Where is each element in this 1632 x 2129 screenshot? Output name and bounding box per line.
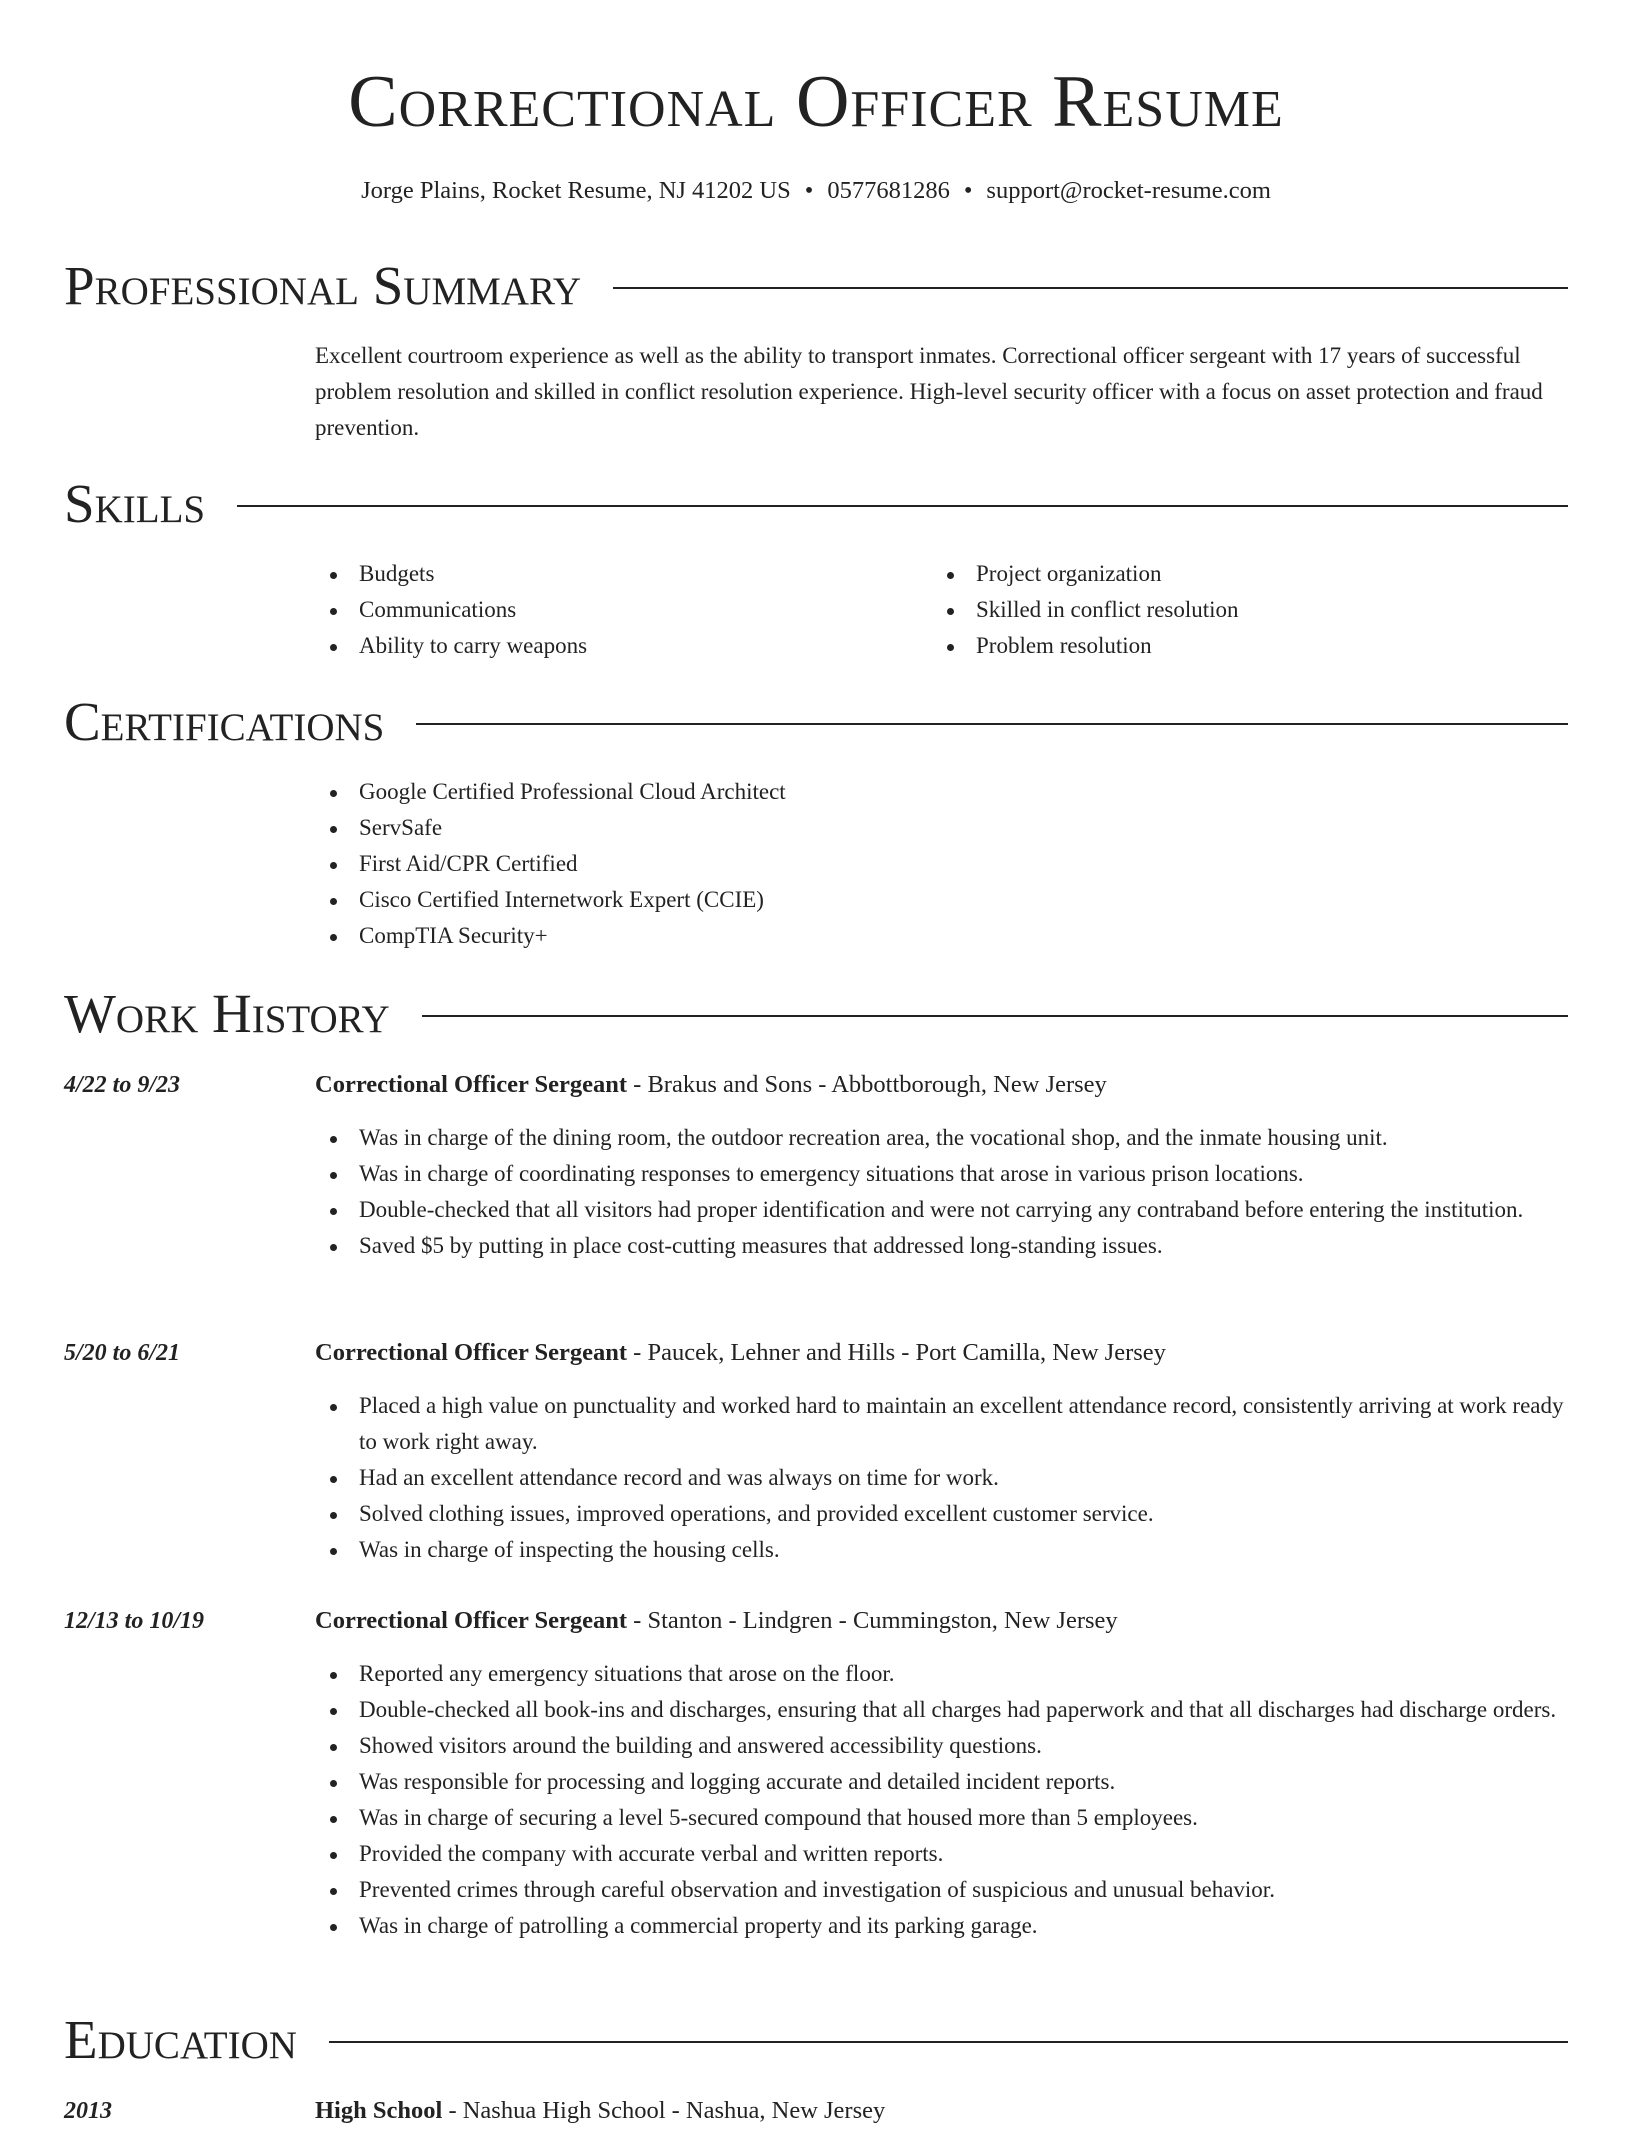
job-duty-item: Was in charge of inspecting the housing cells. [315, 1532, 1570, 1568]
job-title: Correctional Officer Sergeant [315, 1339, 628, 1366]
summary-text: Excellent courtroom experience as well as the ability to transport inmates. Correctional officer sergeant with 17 years of successful problem resolution and skilled in conflict resolution experience. High-level security officer with a focus on asset protection and fraud prevention. [315, 343, 1543, 440]
skill-item: Ability to carry weapons [315, 628, 915, 664]
job-duties-list [315, 1388, 1570, 1568]
section-title-work-history: Work History [64, 983, 390, 1044]
job-duty-item: Placed a high value on punctuality and worked hard to maintain an excellent attendance record, consistently arriving at work ready to work right away. [315, 1388, 1570, 1460]
contact-line [0, 174, 1632, 208]
job-title: Correctional Officer Sergeant [315, 1607, 628, 1634]
job-duties-list [315, 1120, 1570, 1264]
skill-item: Communications [315, 592, 915, 628]
job-duty-item: Double-checked all book-ins and discharges, ensuring that all charges had paperwork and that all discharges had discharge orders. [315, 1692, 1570, 1728]
section-title-skills: Skills [64, 473, 206, 534]
section-header-summary [64, 254, 1568, 318]
section-header-education [64, 2008, 1568, 2072]
job-header [315, 1335, 1575, 1371]
section-divider [416, 723, 1568, 725]
job-dates: 5/20 to 6/21 [64, 1340, 181, 1366]
job-duty-item: Double-checked that all visitors had proper identification and were not carrying any contraband before entering the institution. [315, 1192, 1570, 1228]
job-duty-item: Was in charge of coordinating responses to emergency situations that arose in various prison locations. [315, 1156, 1570, 1192]
job-duty-item: Solved clothing issues, improved operations, and provided excellent customer service. [315, 1496, 1570, 1532]
job-employer: - Stanton - Lindgren - Cummingston, New Jersey [627, 1607, 1118, 1634]
certifications-list [315, 774, 1570, 954]
certification-item: ServSafe [315, 810, 1570, 846]
job-dates: 4/22 to 9/23 [64, 1072, 181, 1098]
job-employer: - Paucek, Lehner and Hills - Port Camilla, New Jersey [627, 1339, 1166, 1366]
job-duty-item: Showed visitors around the building and answered accessibility questions. [315, 1728, 1570, 1764]
section-header-certifications [64, 690, 1568, 754]
section-title-summary: Professional Summary [64, 255, 582, 316]
section-header-work-history [64, 982, 1568, 1046]
section-divider [329, 2041, 1568, 2043]
job-duty-item: Provided the company with accurate verbal and written reports. [315, 1836, 1570, 1872]
contact-email: support@rocket-resume.com [986, 177, 1271, 204]
job-employer: - Brakus and Sons - Abbottborough, New Jersey [627, 1071, 1107, 1098]
contact-separator: • [963, 177, 973, 204]
job-duty-item: Was in charge of patrolling a commercial property and its parking garage. [315, 1908, 1570, 1944]
section-divider [613, 287, 1568, 289]
job-duties-list [315, 1656, 1570, 1944]
skill-item: Skilled in conflict resolution [932, 592, 1562, 628]
job-dates: 12/13 to 10/19 [64, 1608, 205, 1634]
education-degree: High School [315, 2097, 443, 2124]
skills-list-left [315, 556, 915, 664]
job-duty-item: Was in charge of securing a level 5-secured compound that housed more than 5 employees. [315, 1800, 1570, 1836]
skill-item: Problem resolution [932, 628, 1562, 664]
job-duty-item: Was in charge of the dining room, the outdoor recreation area, the vocational shop, and the inmate housing unit. [315, 1120, 1570, 1156]
section-divider [422, 1015, 1568, 1017]
section-divider [237, 505, 1568, 507]
contact-separator: • [804, 177, 814, 204]
job-header [315, 1067, 1575, 1103]
section-header-skills [64, 472, 1568, 536]
contact-address: Jorge Plains, Rocket Resume, NJ 41202 US [361, 177, 791, 204]
job-header [315, 1603, 1575, 1639]
education-year: 2013 [64, 2098, 112, 2124]
job-duty-item: Was responsible for processing and logging accurate and detailed incident reports. [315, 1764, 1570, 1800]
section-title-education: Education [64, 2009, 297, 2070]
skills-list-right [932, 556, 1562, 664]
job-duty-item: Had an excellent attendance record and was always on time for work. [315, 1460, 1570, 1496]
certification-item: Google Certified Professional Cloud Architect [315, 774, 1570, 810]
job-duty-item: Prevented crimes through careful observation and investigation of suspicious and unusual behavior. [315, 1872, 1570, 1908]
skill-item: Budgets [315, 556, 915, 592]
education-school: - Nashua High School - Nashua, New Jersey [442, 2097, 886, 2124]
education-entry [315, 2093, 1575, 2129]
job-duty-item: Saved $5 by putting in place cost-cutting measures that addressed long-standing issues. [315, 1228, 1570, 1264]
certification-item: CompTIA Security+ [315, 918, 1570, 954]
section-title-certifications: Certifications [64, 691, 385, 752]
skill-item: Project organization [932, 556, 1562, 592]
certification-item: Cisco Certified Internetwork Expert (CCIE) [315, 882, 1570, 918]
contact-phone: 0577681286 [827, 177, 950, 204]
job-title: Correctional Officer Sergeant [315, 1071, 628, 1098]
certification-item: First Aid/CPR Certified [315, 846, 1570, 882]
resume-title: Correctional Officer Resume [348, 61, 1284, 143]
job-duty-item: Reported any emergency situations that arose on the floor. [315, 1656, 1570, 1692]
